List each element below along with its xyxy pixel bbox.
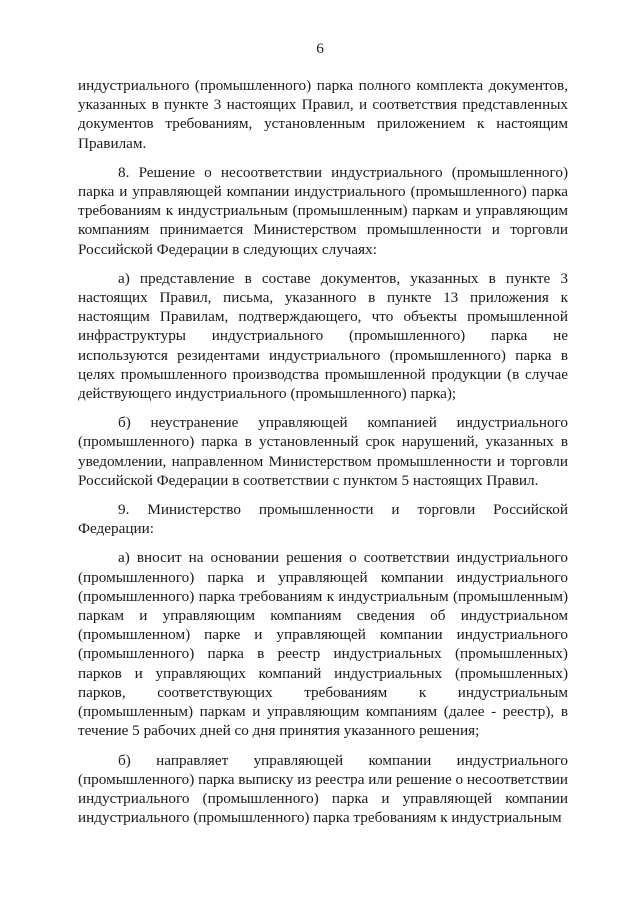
paragraph-item-8b: б) неустранение управляющей компанией индустриального (промышленного) парка в установленный срок нарушений, указанных в уведомлении, направленном Министерством промышленности и торговли Российской Федерации в соответствии с пунктом 5 настоящих Правил. bbox=[78, 414, 568, 489]
paragraph-item-8a: а) представление в составе документов, указанных в пункте 3 настоящих Правил, письма, указанного в пункте 13 приложения к настоящим Правилам, подтверждающего, что объекты промышленной инфраструктуры индустриального (промышленного) парка не используются резидентами индустриального (промышленного) парка в целях промышленного производства промышленной продукции (в случае действующего индустриального (промышленного) парка); bbox=[78, 269, 568, 403]
paragraph-item-8: 8. Решение о несоответствии индустриального (промышленного) парка и управляющей компании индустриального (промышленного) парка требованиям к индустриальным (промышленным) паркам и управляющим компаниям принимается Министерством промышленности и торговли Российской Федерации в следующих случаях: bbox=[78, 163, 568, 258]
document-body bbox=[78, 76, 568, 827]
paragraph-item-9b: б) направляет управляющей компании индустриального (промышленного) парка выписку из реестра или решение о несоответствии индустриального (промышленного) парка и управляющей компании индустриального (промышленного) парка требованиям к индустриальным bbox=[78, 751, 568, 827]
paragraph-item-9a: а) вносит на основании решения о соответствии индустриального (промышленного) парка и управляющей компании индустриального (промышленного) парка требованиям к индустриальным (промышленным) паркам и управляющим компаниям сведения об индустриальном (промышленном) парке и управляющей компании индустриального (промышленного) парка в реестр индустриальных (промышленных) парков и управляющих компаний индустриальных (промышленных) парков, соответствующих требованиям к индустриальным (промышленным) паркам и управляющим компаниям (далее - реестр), в течение 5 рабочих дней со дня принятия указанного решения; bbox=[78, 549, 568, 740]
paragraph-continuation: индустриального (промышленного) парка полного комплекта документов, указанных в пункте 3 настоящих Правил, и соответствия представленных документов требованиям, установленным приложением к настоящим Правилам. bbox=[78, 77, 568, 152]
paragraph-item-9: 9. Министерство промышленности и торговли Российской Федерации: bbox=[78, 501, 568, 538]
page-number: 6 bbox=[316, 40, 324, 57]
